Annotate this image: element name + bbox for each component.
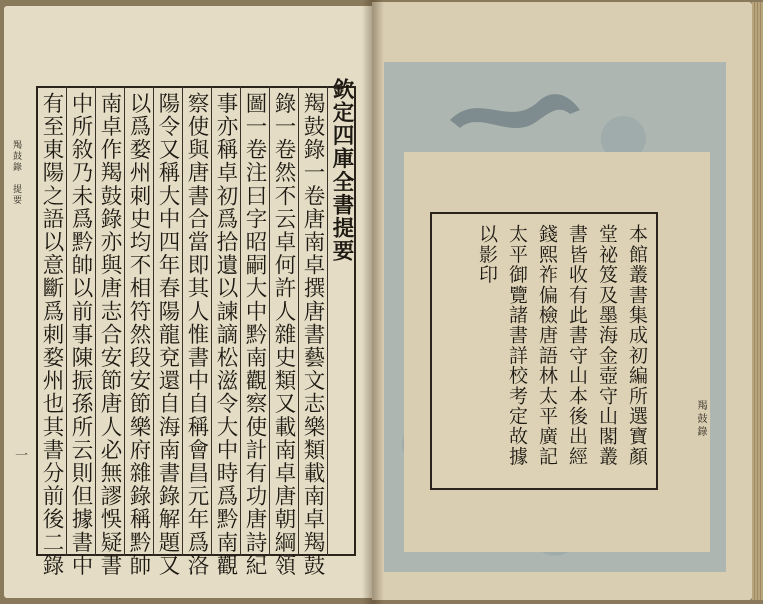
colophon-column: 本館叢書集成初編所選寶顏 xyxy=(626,224,648,467)
text-column: 中所敘乃未爲黔帥以前事陳振孫所云則但據書中 xyxy=(68,92,93,578)
colophon-column: 錢熙祚偏檢唐語林太平廣記 xyxy=(536,224,558,467)
side-label: 羯鼓錄 提要 xyxy=(11,140,21,206)
dragon-motif-icon xyxy=(440,70,590,142)
colophon-column: 以影印 xyxy=(476,224,498,285)
book-title: 羯鼓錄 xyxy=(695,400,706,439)
text-column: 察使與唐書合當即其人惟書中自稱會昌元年爲洛 xyxy=(184,92,209,578)
text-column: 羯鼓錄一卷唐南卓撰唐書藝文志樂類載南卓羯鼓 xyxy=(300,92,325,578)
text-column: 錄一卷然不云卓何許人雜史類又載南卓唐朝綱領 xyxy=(271,92,296,578)
text-column: 以爲婺州刺史均不相符然段安節樂府雜錄稱黔帥 xyxy=(126,92,151,578)
page-edges xyxy=(752,2,763,600)
colophon-column: 書皆收有此書守山本後出經 xyxy=(566,224,588,467)
gutter xyxy=(362,0,384,604)
text-column: 圖一卷注曰字昭嗣大中黔南觀察使計有功唐詩紀 xyxy=(242,92,267,578)
page-number: 一 xyxy=(12,448,27,463)
text-column: 陽令又稱大中四年春陽龍兗還自海南書錄解題又 xyxy=(155,92,180,578)
colophon-column: 太平御覽諸書詳校考定故據 xyxy=(506,224,528,467)
colophon-column: 堂祕笈及墨海金壺守山閣叢 xyxy=(596,224,618,467)
text-column: 南卓作羯鼓錄亦與唐志合安節唐人必無謬悞疑書 xyxy=(97,92,122,578)
text-column: 事亦稱卓初爲拾遺以諫謫松滋令大中時爲黔南觀 xyxy=(213,92,238,578)
heading: 欽定四庫全書提要 xyxy=(329,78,354,263)
text-column: 有至東陽之語以意斷爲刺婺州也其書分前後二錄 xyxy=(39,92,64,578)
